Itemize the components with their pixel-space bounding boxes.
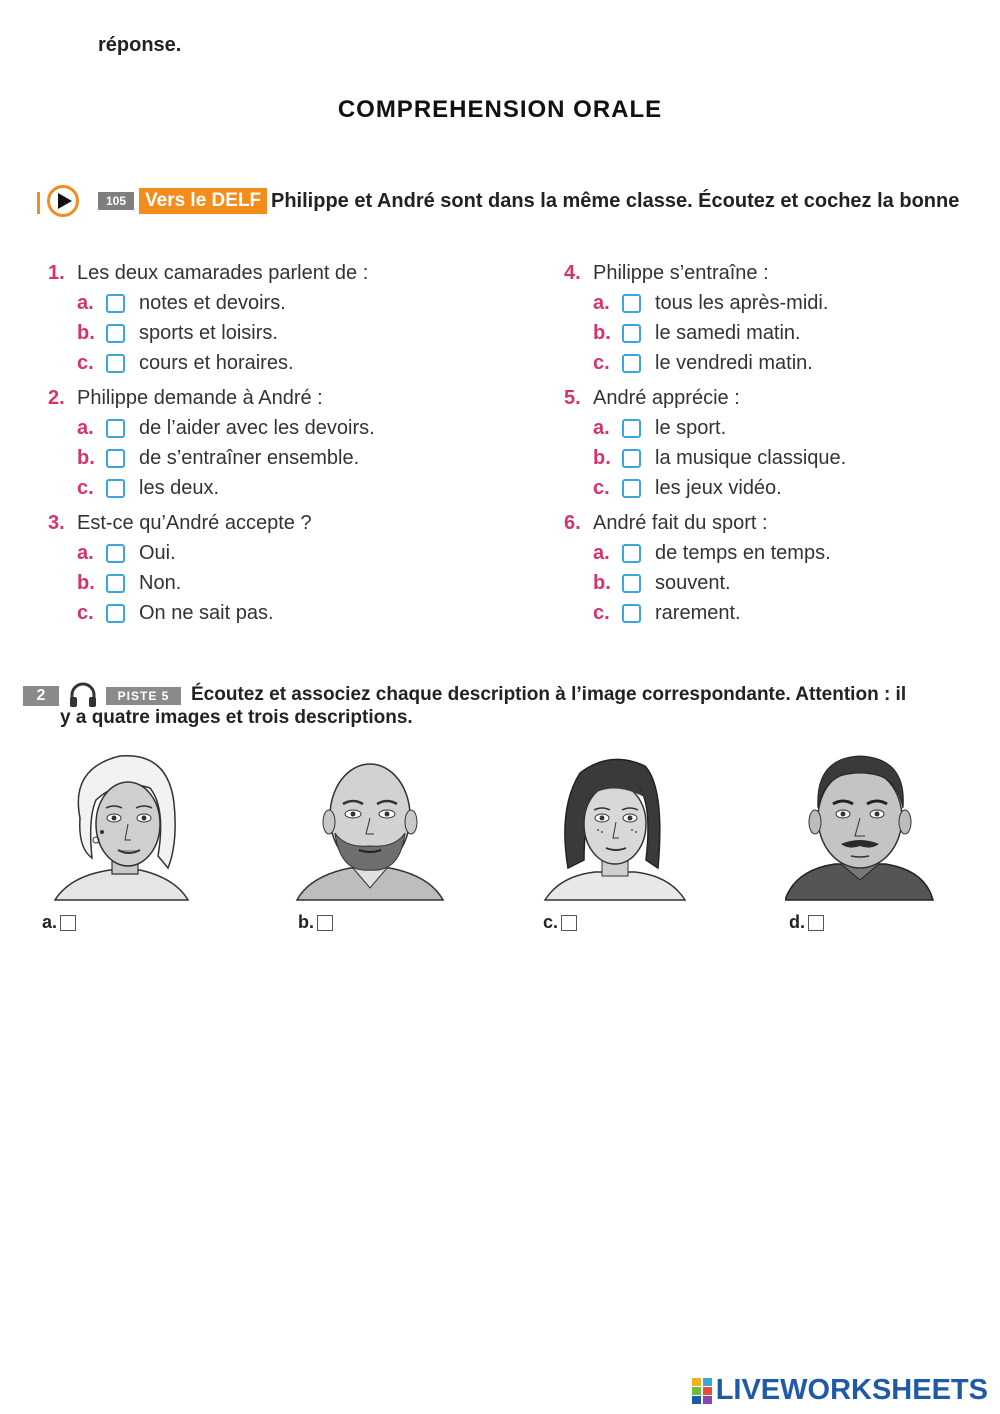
- option-letter: c.: [77, 477, 94, 499]
- answer-checkbox[interactable]: [106, 604, 125, 623]
- option-text: le sport.: [655, 417, 727, 439]
- questions-right-column: [564, 258, 1000, 633]
- answer-checkbox[interactable]: [106, 419, 125, 438]
- track-number-badge: 105: [98, 192, 134, 210]
- option-text: tous les après-midi.: [655, 292, 829, 314]
- option-1b: [48, 318, 488, 348]
- liveworksheets-brand: [692, 1374, 988, 1407]
- option-text: cours et horaires.: [139, 352, 294, 374]
- question-number: 4.: [564, 262, 581, 284]
- brand-text: LIVEWORKSHEETS: [715, 1374, 988, 1406]
- delf-tag: Vers le DELF: [139, 188, 267, 214]
- option-6c: [564, 598, 1000, 628]
- option-4a: [564, 288, 1000, 318]
- exercise2-instruction-continued: y a quatre images et trois descriptions.: [60, 707, 413, 728]
- exercise1-instruction-continued: réponse.: [98, 34, 182, 56]
- question-number: 3.: [48, 512, 65, 534]
- question-number: 5.: [564, 387, 581, 409]
- answer-checkbox[interactable]: [622, 544, 641, 563]
- questions-left-column: [48, 258, 488, 633]
- portrait-choice-a: [42, 912, 76, 933]
- answer-checkbox[interactable]: [106, 479, 125, 498]
- option-6a: [564, 538, 1000, 568]
- woman-dark-hair-portrait-icon: [540, 748, 690, 903]
- portrait-checkbox[interactable]: [60, 915, 76, 931]
- option-6b: [564, 568, 1000, 598]
- answer-checkbox[interactable]: [622, 574, 641, 593]
- option-letter: a.: [77, 542, 94, 564]
- question-text: Philippe s’entraîne :: [593, 262, 769, 284]
- question-text: Est-ce qu’André accepte ?: [77, 512, 312, 534]
- portrait-checkbox[interactable]: [808, 915, 824, 931]
- option-letter: c.: [77, 352, 94, 374]
- option-2a: [48, 413, 488, 443]
- question-5: [564, 383, 1000, 503]
- option-letter: c.: [593, 477, 610, 499]
- man-mustache-portrait-icon: [785, 748, 935, 903]
- option-text: de temps en temps.: [655, 542, 831, 564]
- option-text: Oui.: [139, 542, 176, 564]
- question-6: [564, 508, 1000, 628]
- option-letter: b.: [593, 447, 611, 469]
- option-5c: [564, 473, 1000, 503]
- option-letter: b.: [593, 572, 611, 594]
- option-letter: a.: [77, 417, 94, 439]
- decorative-bar: [37, 192, 40, 214]
- answer-checkbox[interactable]: [622, 419, 641, 438]
- portrait-checkbox[interactable]: [317, 915, 333, 931]
- option-1c: [48, 348, 488, 378]
- option-text: le vendredi matin.: [655, 352, 813, 374]
- question-number: 2.: [48, 387, 65, 409]
- man-bald-beard-portrait-icon: [295, 748, 445, 903]
- option-letter: b.: [77, 322, 95, 344]
- option-5b: [564, 443, 1000, 473]
- question-text: André fait du sport :: [593, 512, 768, 534]
- question-1: [48, 258, 488, 378]
- woman-blonde-portrait-icon: [50, 748, 200, 903]
- option-letter: a.: [593, 542, 610, 564]
- answer-checkbox[interactable]: [622, 354, 641, 373]
- portrait-label: b.: [298, 912, 314, 932]
- answer-checkbox[interactable]: [622, 294, 641, 313]
- option-letter: a.: [77, 292, 94, 314]
- option-letter: c.: [593, 602, 610, 624]
- option-letter: b.: [77, 447, 95, 469]
- portrait-label: c.: [543, 912, 559, 932]
- portrait-choice-d: [789, 912, 824, 933]
- question-text: Philippe demande à André :: [77, 387, 323, 409]
- question-number: 1.: [48, 262, 65, 284]
- answer-checkbox[interactable]: [622, 324, 641, 343]
- option-3a: [48, 538, 488, 568]
- option-text: de l’aider avec les devoirs.: [139, 417, 375, 439]
- answer-checkbox[interactable]: [106, 294, 125, 313]
- portrait-choice-c: [543, 912, 577, 933]
- option-text: Non.: [139, 572, 182, 594]
- option-text: les deux.: [139, 477, 220, 499]
- question-number: 6.: [564, 512, 581, 534]
- option-letter: c.: [77, 602, 94, 624]
- question-2: [48, 383, 488, 503]
- answer-checkbox[interactable]: [622, 479, 641, 498]
- option-5a: [564, 413, 1000, 443]
- portrait-label: a.: [42, 912, 58, 932]
- option-text: de s’entraîner ensemble.: [139, 447, 360, 469]
- option-letter: c.: [593, 352, 610, 374]
- exercise2-number-badge: 2: [23, 686, 59, 706]
- option-text: notes et devoirs.: [139, 292, 286, 314]
- portrait-checkbox[interactable]: [561, 915, 577, 931]
- exercise2-instruction: Écoutez et associez chaque description à l’image correspondante. Attention : il: [191, 684, 907, 705]
- track-label-badge: PISTE 5: [106, 687, 181, 705]
- option-text: souvent.: [655, 572, 731, 594]
- answer-checkbox[interactable]: [106, 544, 125, 563]
- option-3b: [48, 568, 488, 598]
- portrait-label: d.: [789, 912, 805, 932]
- option-text: On ne sait pas.: [139, 602, 274, 624]
- exercise1-instruction: Philippe et André sont dans la même classe. Écoutez et cochez la bonne: [271, 190, 960, 212]
- option-2c: [48, 473, 488, 503]
- option-letter: b.: [77, 572, 95, 594]
- option-2b: [48, 443, 488, 473]
- option-text: rarement.: [655, 602, 741, 624]
- option-text: le samedi matin.: [655, 322, 801, 344]
- answer-checkbox[interactable]: [106, 324, 125, 343]
- option-letter: a.: [593, 292, 610, 314]
- option-text: la musique classique.: [655, 447, 847, 469]
- answer-checkbox[interactable]: [622, 449, 641, 468]
- option-4c: [564, 348, 1000, 378]
- answer-checkbox[interactable]: [106, 354, 125, 373]
- option-4b: [564, 318, 1000, 348]
- option-letter: b.: [593, 322, 611, 344]
- answer-checkbox[interactable]: [622, 604, 641, 623]
- option-text: sports et loisirs.: [139, 322, 278, 344]
- page-title: COMPREHENSION ORALE: [337, 96, 663, 123]
- option-3c: [48, 598, 488, 628]
- play-icon: [58, 193, 72, 209]
- option-letter: a.: [593, 417, 610, 439]
- question-text: André apprécie :: [593, 387, 740, 409]
- headphones-icon: [68, 682, 98, 708]
- question-3: [48, 508, 488, 628]
- question-4: [564, 258, 1000, 378]
- portrait-choice-b: [298, 912, 333, 933]
- liveworksheets-logo-icon: [692, 1378, 712, 1404]
- option-text: les jeux vidéo.: [655, 477, 782, 499]
- answer-checkbox[interactable]: [106, 449, 125, 468]
- exercise1-header: [0, 184, 1000, 244]
- option-1a: [48, 288, 488, 318]
- answer-checkbox[interactable]: [106, 574, 125, 593]
- play-audio-button[interactable]: [47, 185, 79, 217]
- question-text: Les deux camarades parlent de :: [77, 262, 369, 284]
